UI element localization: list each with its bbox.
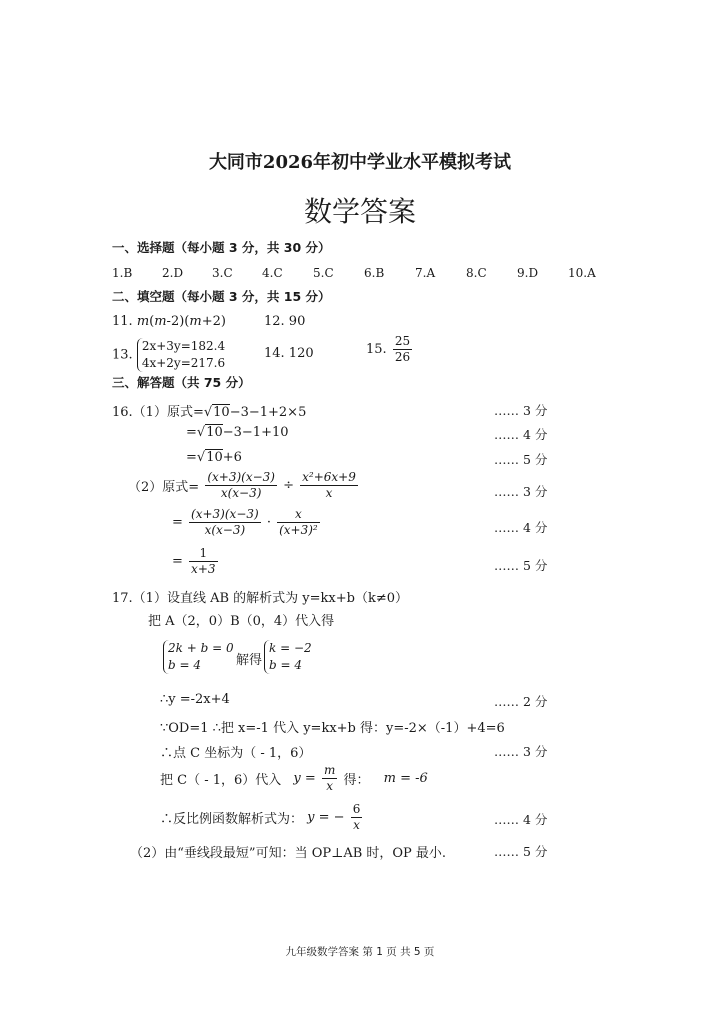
q16-line2: =√10−3−1+10 bbox=[186, 425, 289, 440]
q17-system-a: 2k + b = 0 b = 4 bbox=[163, 640, 234, 674]
mc-answer-8: 8.C bbox=[466, 266, 487, 280]
mc-answer-1: 1.B bbox=[112, 266, 133, 280]
equation-system: 2x+3y=182.4 4x+2y=217.6 bbox=[137, 338, 225, 372]
q17-line6: 把 C（ - 1，6）代入 y = $\frac{m}{x}$ 得： m = -6 bbox=[160, 763, 428, 793]
mc-answer-7: 7.A bbox=[415, 266, 436, 280]
answer-11: 11. m(m-2)(m+2) bbox=[112, 314, 226, 329]
answer-14: 14. 120 bbox=[264, 346, 314, 361]
q17-line8: （2）由“垂线段最短”可知：当 OP⊥AB 时，OP 最小. bbox=[130, 846, 447, 861]
answer-15: 15. $\frac{25}{26}$ bbox=[366, 334, 411, 364]
q16-score4: …… 3 分 bbox=[494, 484, 548, 499]
mc-answer-6: 6.B bbox=[364, 266, 385, 280]
q16-line1: 16.（1）原式=√10−3−1+2×5 bbox=[112, 405, 307, 420]
q16-part2-line1: （2）原式= $\frac{(x+3)(x-3)}{x(x-3)}$ ÷ $\frac{\text{x²+6x+9}}{x}$ bbox=[128, 470, 356, 500]
q17-line1: 17.（1）设直线 AB 的解析式为 y=kx+b（k≠0） bbox=[112, 591, 408, 606]
mc-answer-9: 9.D bbox=[517, 266, 539, 280]
q16-line3: =√10+6 bbox=[186, 450, 242, 465]
q17-score2: …… 3 分 bbox=[494, 744, 548, 759]
mc-answer-10: 10.A bbox=[568, 266, 596, 280]
answer-13: 13. 2x+3y=182.4 4x+2y=217.6 bbox=[112, 339, 226, 370]
q16-part2-line3: = $\frac{1}{x+3}$ bbox=[172, 546, 216, 576]
q16-score6: …… 5 分 bbox=[494, 558, 548, 573]
q17-system-b: k = −2 b = 4 bbox=[264, 640, 312, 674]
mc-answer-5: 5.C bbox=[313, 266, 334, 280]
q16-score3: …… 5 分 bbox=[494, 452, 548, 467]
answer-12: 12. 90 bbox=[264, 314, 306, 329]
q17-line2: 把 A（2，0）B（0，4）代入得 bbox=[148, 614, 335, 629]
q17-line3: ∴y =-2x+4 bbox=[160, 692, 230, 707]
page-footer: 九年级数学答案 第 1 页 共 5 页 bbox=[285, 946, 435, 958]
exam-title: 大同市2026年初中学业水平模拟考试 bbox=[208, 152, 512, 173]
q16-score1: …… 3 分 bbox=[494, 403, 548, 418]
section2-heading: 二、填空题（每小题 3 分，共 15 分） bbox=[112, 289, 331, 304]
q16-part2-line2: = $\frac{(x+3)(x-3)}{x(x-3)}$ · $\frac{x}{\text{(x+3)²}}$ bbox=[172, 507, 318, 537]
q17-score1: …… 2 分 bbox=[494, 694, 548, 709]
q17-line7: ∴反比例函数解析式为： y = − $\frac{6}{x}$ bbox=[160, 802, 361, 832]
q17-solve-label: 解得 bbox=[236, 653, 263, 668]
q17-score4: …… 5 分 bbox=[494, 844, 548, 859]
mc-answer-4: 4.C bbox=[262, 266, 283, 280]
answer-title: 数学答案 bbox=[303, 195, 416, 228]
section3-heading: 三、解答题（共 75 分） bbox=[112, 375, 251, 390]
mc-answer-3: 3.C bbox=[212, 266, 233, 280]
mc-answer-2: 2.D bbox=[162, 266, 184, 280]
q16-score2: …… 4 分 bbox=[494, 427, 548, 442]
q17-line4: ∵OD=1 ∴把 x=-1 代入 y=kx+b 得：y=-2×（-1）+4=6 bbox=[160, 721, 505, 736]
q17-score3: …… 4 分 bbox=[494, 812, 548, 827]
section1-heading: 一、选择题（每小题 3 分，共 30 分） bbox=[112, 240, 331, 255]
q17-line5: ∴点 C 坐标为（ - 1，6） bbox=[160, 746, 312, 761]
q16-score5: …… 4 分 bbox=[494, 520, 548, 535]
